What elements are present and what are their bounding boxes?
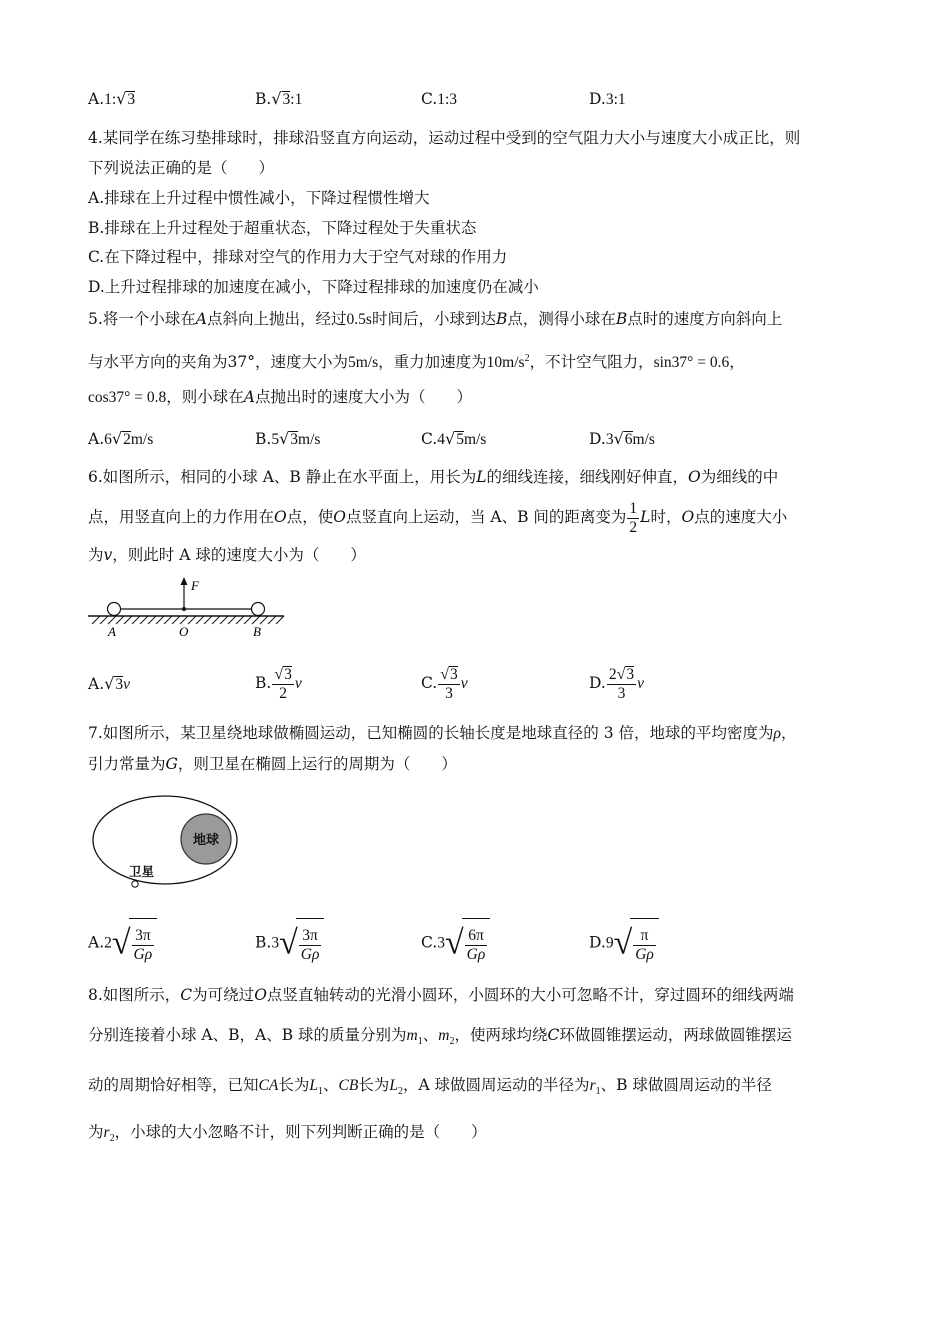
fraction: $\frac{√3}{2}$ xyxy=(274,665,292,702)
sqrt-icon: √ xyxy=(271,89,282,108)
q6-option-d[interactable]: D. $\frac{2√3}{3}$ v xyxy=(589,665,644,702)
sqrt-icon: √ xyxy=(111,429,123,448)
q5-option-d[interactable]: D.3√6m/s xyxy=(589,429,655,448)
q7-stem-line-1: 7.如图所示，某卫星绕地球做椭圆运动，已知椭圆的长轴长度是地球直径的 3 倍，地球的平均密度为ρ， xyxy=(88,724,797,742)
q3-option-b[interactable] xyxy=(255,88,302,111)
q3-option-c[interactable] xyxy=(421,88,457,111)
q5-stem-line-3: cos37° = 0.8，则小球在A点抛出时的速度大小为（ ） xyxy=(88,388,472,406)
sqrt-icon: √ xyxy=(444,429,456,448)
q3-option-d[interactable] xyxy=(589,88,626,111)
q6-stem-line-1: 6.如图所示，相同的小球 A、B 静止在水平面上，用长为L的细线连接，细线刚好伸直，O为细线的中 xyxy=(88,468,779,486)
q7-stem-line-2: 引力常量为G，则卫星在椭圆上运行的周期为（ ） xyxy=(88,755,457,773)
radicand: 3 xyxy=(127,91,136,108)
q5-option-a[interactable]: A.6√2m/s xyxy=(88,429,154,448)
q4-stem-line-2: 下列说法正确的是（ ） xyxy=(88,159,275,177)
satellite-label: 卫星 xyxy=(129,864,155,879)
q5-stem-line-2: 与水平方向的夹角为37°，速度大小为5m/s，重力加速度为$10m/s^2$，不计空气阻力，sin37° = 0.6， xyxy=(88,353,745,372)
option-text: :1 xyxy=(290,91,303,108)
q6-option-b[interactable]: B. $\frac{√3}{2}$ v xyxy=(255,665,302,702)
label-a: A xyxy=(108,624,116,639)
sqrt-icon: √ xyxy=(104,674,115,693)
sqrt-icon: √ xyxy=(279,924,298,962)
sqrt-icon: √ xyxy=(116,89,127,108)
q4-option-a[interactable]: A.排球在上升过程中惯性减小，下降过程惯性增大 xyxy=(88,189,430,207)
q6-stem-line-3: 为v，则此时 A 球的速度大小为（ ） xyxy=(88,546,366,564)
q3-option-a[interactable] xyxy=(88,88,135,111)
q8-stem-line-4: 为$r_2$，小球的大小忽略不计，则下列判断正确的是（ ） xyxy=(88,1123,487,1145)
sqrt-icon: √ xyxy=(444,924,464,962)
option-label: C. xyxy=(421,90,438,108)
q4-option-b[interactable]: B.排球在上升过程处于超重状态，下降过程处于失重状态 xyxy=(88,219,477,237)
q5-stem-line-1: 5.将一个小球在A点斜向上抛出，经过0.5s时间后，小球到达B点，测得小球在B点时的速度方向斜向上 xyxy=(88,310,783,328)
q4-stem-line-1: 4.某同学在练习垫排球时，排球沿竖直方向运动，运动过程中受到的空气阻力大小与速度大小成正比，则 xyxy=(88,129,801,147)
q7-option-a[interactable]: A.2√ $\frac{3\pi}{G\rho}$ xyxy=(88,918,157,969)
q7-option-c[interactable]: C.3√ $\frac{6\pi}{G\rho}$ xyxy=(421,918,490,969)
sqrt-icon: √ xyxy=(613,429,624,448)
q7-option-d[interactable]: D.9√ $\frac{\pi}{G\rho}$ xyxy=(589,918,659,969)
radicand: 3 xyxy=(282,91,291,108)
option-label: D. xyxy=(589,90,606,108)
q8-stem-line-2: 分别连接着小球 A、B，A、B 球的质量分别为$m_1$、$m_2$，使两球均绕C环做圆锥摆运动，两球做圆锥摆运 xyxy=(88,1026,792,1048)
q6-option-c[interactable]: C. $\frac{√3}{3}$ v xyxy=(421,665,468,702)
option-label: B. xyxy=(255,90,272,108)
fraction: $\frac{√3}{3}$ xyxy=(440,665,458,702)
label-f: F xyxy=(191,578,199,593)
ball-a xyxy=(108,603,121,616)
sqrt-icon: √ xyxy=(279,429,290,448)
sqrt-icon: √ xyxy=(111,924,131,962)
sqrt-icon: √ xyxy=(613,924,633,962)
fraction: $\frac{2√3}{3}$ xyxy=(608,665,635,702)
satellite-dot xyxy=(132,881,138,887)
q4-option-d[interactable]: D.上升过程排球的加速度在减小，下降过程排球的加速度仍在减小 xyxy=(88,278,539,296)
earth-label: 地球 xyxy=(192,833,220,848)
fraction: $\frac{1}{2}$ xyxy=(629,499,638,536)
q7-figure xyxy=(88,792,248,892)
q8-stem-line-1: 8.如图所示，C为可绕过O点竖直轴转动的光滑小圆环，小圆环的大小可忽略不计，穿过圆环的细线两端 xyxy=(88,986,794,1004)
ball-b xyxy=(252,603,265,616)
option-text: 1:3 xyxy=(437,91,458,108)
q6-option-a[interactable]: A.√3v xyxy=(88,674,130,693)
ground-hatching xyxy=(92,616,284,624)
option-text: 3:1 xyxy=(605,91,626,108)
option-label: A. xyxy=(88,90,105,108)
label-o: O xyxy=(179,624,189,639)
q8-stem-line-3: 动的周期恰好相等，已知CA长为$L_1$、CB长为$L_2$，A 球做圆周运动的半径为$r_1$、B 球做圆周运动的半径 xyxy=(88,1076,772,1098)
q5-option-b[interactable]: B.5√3m/s xyxy=(255,429,321,448)
label-b: B xyxy=(253,624,261,639)
q6-stem-line-2: 点，用竖直向上的力作用在O点，使O点竖直向上运动，当 A、B 间的距离变为 $\frac{1}{2}$ L时，O点的速度大小 xyxy=(88,499,788,536)
arrow-head-icon xyxy=(181,577,188,585)
q6-figure xyxy=(88,572,288,642)
option-text: 1: xyxy=(104,91,117,108)
q4-option-c[interactable]: C.在下降过程中，排球对空气的作用力大于空气对球的作用力 xyxy=(88,248,508,266)
q7-option-b[interactable]: B.3√ $\frac{3\pi}{G\rho}$ xyxy=(255,918,324,969)
q5-option-c[interactable]: C.4√5m/s xyxy=(421,429,487,448)
